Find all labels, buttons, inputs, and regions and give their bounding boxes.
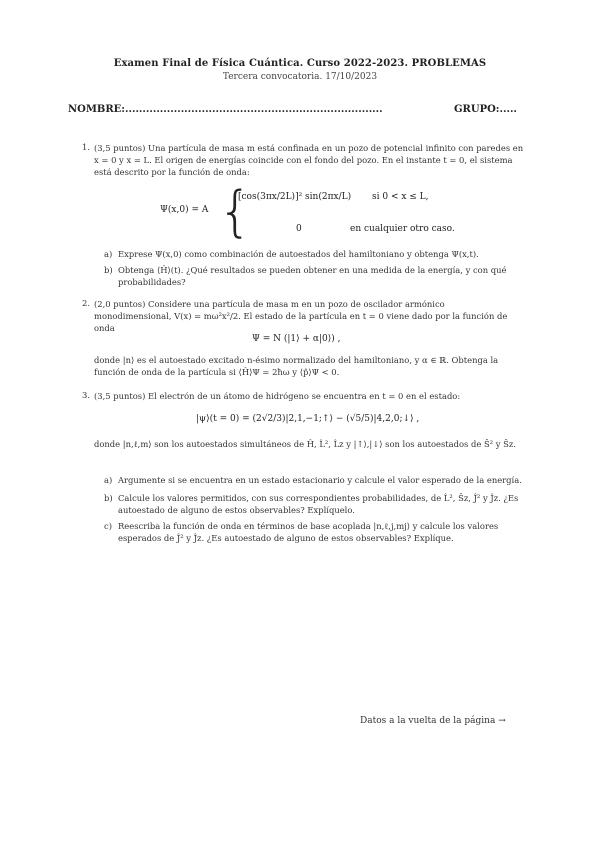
problem-3-part-b-label: b): [104, 493, 113, 503]
problem-2-equation: Ψ = N (|1⟩ + α|0⟩) ,: [252, 334, 341, 344]
problem-1-text: (3,5 puntos) Una partícula de masa m está confinada en un pozo de potencial infinito con paredes en x = 0 y x = L. El origen de energías coincide con el fondo del pozo. En el instante t = 0, el sistema está descrito por la función de onda:: [94, 143, 524, 177]
problem-1-part-b-label: b): [104, 265, 113, 275]
problem-1-equation-lhs: Ψ(x,0) = A: [160, 205, 209, 215]
problem-1-part-a-label: a): [104, 249, 113, 259]
exam-title: Examen Final de Física Cuántica. Curso 2022-2023. PROBLEMAS: [113, 58, 487, 69]
problem-2-text: (2,0 puntos) Considere una partícula de masa m en un pozo de oscilador armónico monodimensional, V(x) = mω²x²/2. El estado de la partícula en t = 0 viene dado por la función de onda: [94, 299, 508, 333]
problem-1-number: 1.: [82, 142, 90, 152]
page-footer-note: Datos a la vuelta de la página →: [360, 716, 506, 726]
name-field: NOMBRE:..........................................................................: [68, 104, 383, 115]
problem-3-equation: |ψ⟩(t = 0) = (2√2/3)|2,1,−1;↑⟩ − (√5/5)|4,2,0;↓⟩ ,: [196, 414, 420, 424]
problem-3-part-b-text: Calcule los valores permitidos, con sus correspondientes probabilidades, de L̂², Ŝz, Ĵ² y Ĵz. ¿Es autoestado de alguno de estos observables? Explíquelo.: [118, 493, 519, 515]
piecewise-brace: {: [218, 180, 253, 243]
problem-1-case1-cond: si 0 < x ≤ L,: [372, 192, 429, 202]
problem-3-number: 3.: [82, 390, 90, 400]
problem-3-text: (3,5 puntos) El electrón de un átomo de hidrógeno se encuentra en t = 0 en el estado:: [94, 391, 461, 401]
exam-subtitle: Tercera convocatoria. 17/10/2023: [222, 72, 378, 82]
problem-1-part-b-text: Obtenga ⟨Ĥ⟩(t). ¿Qué resultados se pueden obtener en una medida de la energía, y con qué probabilidades?: [118, 265, 507, 287]
problem-3-part-a-label: a): [104, 475, 113, 485]
problem-3-part-c-text: Reescriba la función de onda en términos de base acoplada |n,ℓ,j,mj⟩ y calcule los valores esperados de Ĵ² y Ĵz. ¿Es autoestado de alguno de estos observables? Explíque.: [118, 521, 499, 543]
group-field: GRUPO:.....: [454, 104, 517, 115]
problem-3-part-c-label: c): [104, 521, 112, 531]
problem-2-after-text: donde |n⟩ es el autoestado excitado n-ésimo normalizado del hamiltoniano, y α ∈ ℝ. Obtenga la función de onda de la partícula si ⟨Ĥ⟩Ψ = 2ħω y ⟨p̂⟩Ψ < 0.: [94, 355, 499, 377]
problem-1-case2-cond: en cualquier otro caso.: [350, 224, 455, 234]
problem-1-case2-expr: 0: [296, 224, 302, 234]
problem-3-part-a-text: Argumente si se encuentra en un estado estacionario y calcule el valor esperado de la energía.: [118, 475, 522, 485]
problem-1-case1-expr: [cos(3πx/2L)]² sin(2πx/L): [238, 192, 352, 202]
problem-2-number: 2.: [82, 298, 90, 308]
problem-1-part-a-text: Exprese Ψ(x,0) como combinación de autoestados del hamiltoniano y obtenga Ψ(x,t).: [118, 249, 479, 259]
problem-3-after-text: donde |n,ℓ,m⟩ son los autoestados simultáneos de Ĥ, L̂², L̂z y |↑⟩,|↓⟩ son los autoestados de Ŝ² y Ŝz.: [94, 439, 516, 449]
